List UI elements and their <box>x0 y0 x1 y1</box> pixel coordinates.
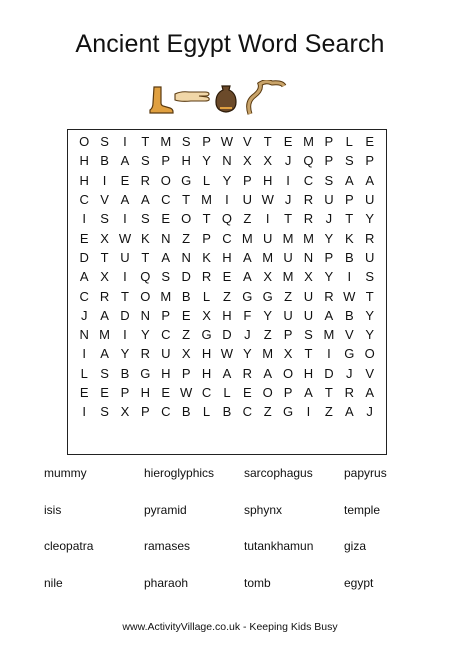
grid-letter[interactable]: R <box>303 192 314 208</box>
grid-letter[interactable]: Z <box>263 327 272 343</box>
grid-letter[interactable]: M <box>282 230 294 246</box>
grid-letter[interactable]: I <box>82 346 86 362</box>
grid-letter[interactable]: J <box>80 307 88 323</box>
grid-letter[interactable]: T <box>141 134 150 150</box>
grid-letter[interactable]: H <box>161 365 171 381</box>
grid-letter[interactable]: E <box>283 134 293 150</box>
grid-letter[interactable]: V <box>100 192 109 208</box>
grid-letter[interactable]: S <box>181 134 191 150</box>
grid-letter[interactable]: C <box>161 404 171 420</box>
grid-letter[interactable]: H <box>303 365 314 381</box>
grid-letter[interactable]: B <box>344 249 354 265</box>
word-list-item: nile <box>44 575 63 590</box>
grid-letter[interactable]: P <box>161 153 171 169</box>
word-list <box>44 458 444 598</box>
grid-letter[interactable]: X <box>100 269 109 285</box>
grid-letter[interactable]: Y <box>365 307 374 323</box>
grid-letter[interactable]: Q <box>303 153 314 169</box>
grid-letter[interactable]: M <box>303 134 314 150</box>
grid-letter[interactable]: H <box>79 172 89 188</box>
grid-letter[interactable]: P <box>324 153 334 169</box>
grid-letter[interactable]: W <box>343 288 356 304</box>
grid-letter[interactable]: P <box>283 385 293 400</box>
grid-letter[interactable]: O <box>283 365 294 381</box>
grid-letter[interactable]: J <box>284 153 292 169</box>
grid-letter[interactable]: M <box>160 134 172 150</box>
grid-letter[interactable]: I <box>347 269 352 285</box>
grid-letter[interactable]: I <box>265 211 270 227</box>
grid-letter[interactable]: S <box>100 134 109 150</box>
grid-letter[interactable]: R <box>303 211 314 227</box>
grid-letter[interactable]: J <box>244 327 251 343</box>
grid-letter[interactable]: T <box>365 288 374 304</box>
grid-letter[interactable]: O <box>160 172 171 188</box>
grid-letter[interactable]: E <box>161 385 171 400</box>
grid-letter[interactable]: R <box>201 269 212 285</box>
grid-letter[interactable]: E <box>242 385 252 400</box>
grid-letter[interactable]: M <box>241 230 253 246</box>
grid-letter[interactable]: W <box>261 192 274 208</box>
word-list-item: egypt <box>344 575 374 590</box>
grid-letter[interactable]: H <box>263 172 273 188</box>
grid-letter[interactable]: G <box>283 404 294 420</box>
grid-letter[interactable]: S <box>365 269 374 285</box>
grid-letter[interactable]: S <box>161 269 171 285</box>
grid-letter[interactable]: P <box>242 172 252 188</box>
grid-letter[interactable]: X <box>263 269 273 285</box>
grid-letter[interactable]: C <box>161 327 171 343</box>
grid-letter[interactable]: M <box>201 192 212 208</box>
grid-letter[interactable]: T <box>202 211 211 227</box>
grid-letter[interactable]: H <box>201 346 212 362</box>
grid-letter[interactable]: L <box>223 385 231 400</box>
grid-letter[interactable]: E <box>222 269 232 285</box>
grid-letter[interactable]: U <box>283 249 293 265</box>
grid-letter[interactable]: Y <box>120 346 130 362</box>
grid-letter[interactable]: E <box>79 230 89 246</box>
grid-letter[interactable]: I <box>225 192 229 208</box>
grid-letter[interactable]: X <box>263 153 273 169</box>
grid-letter[interactable]: A <box>344 172 354 188</box>
grid-letter[interactable]: L <box>345 134 353 150</box>
grid-letter[interactable]: P <box>120 385 130 400</box>
grid-letter[interactable]: P <box>344 192 354 208</box>
grid-letter[interactable]: V <box>344 327 354 343</box>
grid-letter[interactable]: H <box>181 153 191 169</box>
grid-letter[interactable]: X <box>202 307 211 323</box>
grid-letter[interactable]: A <box>324 307 334 323</box>
grid-letter[interactable]: Y <box>365 327 374 343</box>
grid-letter[interactable]: S <box>344 153 354 169</box>
grid-letter[interactable]: A <box>79 269 89 285</box>
grid-letter[interactable]: P <box>324 249 334 265</box>
grid-letter[interactable]: W <box>220 346 234 362</box>
grid-letter[interactable]: H <box>201 365 212 381</box>
grid-letter[interactable]: P <box>161 307 171 323</box>
word-list-item: papyrus <box>344 466 387 480</box>
grid-letter[interactable]: S <box>100 211 109 227</box>
grid-letter[interactable]: S <box>141 153 150 169</box>
grid-letter[interactable]: M <box>262 249 274 265</box>
grid-letter[interactable]: A <box>344 404 354 420</box>
grid-letter[interactable]: X <box>304 269 313 285</box>
grid-letter[interactable]: E <box>120 172 130 188</box>
grid-letter[interactable]: M <box>262 346 274 362</box>
grid-letter[interactable]: X <box>283 346 293 362</box>
grid-letter[interactable]: P <box>141 404 150 420</box>
word-list-item: isis <box>44 502 62 517</box>
grid-letter[interactable]: O <box>79 134 90 150</box>
grid-letter[interactable]: P <box>202 230 211 246</box>
grid-letter[interactable]: P <box>324 134 334 150</box>
grid-letter[interactable]: Y <box>324 230 334 246</box>
grid-letter[interactable]: P <box>181 365 191 381</box>
grid-letter[interactable]: G <box>201 327 212 343</box>
grid-letter[interactable]: A <box>100 346 109 362</box>
grid-letter[interactable]: G <box>242 288 253 304</box>
grid-letter[interactable]: Y <box>202 153 211 169</box>
grid-letter[interactable]: N <box>79 327 89 343</box>
grid-letter[interactable]: U <box>303 288 314 304</box>
grid-letter[interactable]: S <box>141 211 150 227</box>
grid-letter[interactable]: C <box>161 192 171 208</box>
grid-letter[interactable]: Y <box>365 211 374 227</box>
word-list-item: hieroglyphics <box>144 466 215 480</box>
grid-letter[interactable]: L <box>202 404 211 420</box>
grid-letter[interactable]: N <box>161 230 171 246</box>
grid-letter[interactable]: X <box>181 346 191 362</box>
grid-letter[interactable]: B <box>222 404 232 420</box>
grid-letter[interactable]: C <box>222 230 232 246</box>
word-list-item: pyramid <box>144 502 187 517</box>
grid-letter[interactable]: Q <box>221 211 232 227</box>
grid-letter[interactable]: M <box>160 288 172 304</box>
word-list-item: sphynx <box>244 502 283 517</box>
grid-letter[interactable]: I <box>327 346 331 362</box>
grid-letter[interactable]: G <box>344 346 355 362</box>
grid-letter[interactable]: Q <box>140 269 151 285</box>
grid-letter[interactable]: A <box>161 249 171 265</box>
word-list-item: cleopatra <box>44 539 94 553</box>
grid-letter[interactable]: T <box>284 211 293 227</box>
grid-letter[interactable]: E <box>100 385 109 400</box>
grid-letter[interactable]: D <box>222 327 232 343</box>
grid-letter[interactable]: I <box>123 269 127 285</box>
grid-letter[interactable]: K <box>344 230 354 246</box>
grid-letter[interactable]: J <box>325 211 333 227</box>
grid-letter[interactable]: M <box>282 269 294 285</box>
grid-letter[interactable]: R <box>242 365 253 381</box>
grid-letter[interactable]: E <box>365 134 374 150</box>
word-list-item: giza <box>344 539 367 553</box>
grid-letter[interactable]: Y <box>141 327 150 343</box>
grid-letter[interactable]: A <box>365 385 374 400</box>
grid-letter[interactable]: A <box>141 192 150 208</box>
grid-letter[interactable]: T <box>182 192 191 208</box>
hand-hieroglyph-icon <box>173 88 213 106</box>
grid-letter[interactable]: A <box>242 269 252 285</box>
grid-letter[interactable]: K <box>202 249 211 265</box>
grid-letter[interactable]: Z <box>222 288 231 304</box>
grid-letter[interactable]: Z <box>263 404 272 420</box>
grid-letter[interactable]: E <box>79 385 89 400</box>
grid-letter[interactable]: A <box>304 385 313 400</box>
grid-letter[interactable]: R <box>324 288 334 304</box>
grid-letter[interactable]: U <box>242 192 253 208</box>
grid-letter[interactable]: W <box>220 134 234 150</box>
grid-letter[interactable]: U <box>303 307 314 323</box>
grid-letter[interactable]: H <box>79 153 89 169</box>
grid-letter[interactable]: L <box>202 288 211 304</box>
grid-letter[interactable]: M <box>323 327 335 343</box>
grid-letter[interactable]: C <box>303 172 314 188</box>
grid-letter[interactable]: Y <box>242 346 252 362</box>
grid-letter[interactable]: D <box>120 307 130 323</box>
grid-letter[interactable]: O <box>262 385 273 400</box>
word-list-item: pharaoh <box>144 575 189 590</box>
grid-letter[interactable]: X <box>100 230 109 246</box>
grid-letter[interactable]: O <box>364 346 375 362</box>
grid-letter[interactable]: P <box>202 134 211 150</box>
grid-letter[interactable]: D <box>324 365 334 381</box>
grid-letter[interactable]: U <box>364 192 375 208</box>
grid-letter[interactable]: T <box>324 385 333 400</box>
grid-letter[interactable]: T <box>263 134 272 150</box>
grid-letter[interactable]: Z <box>324 404 333 420</box>
grid-letter[interactable]: X <box>242 153 252 169</box>
grid-letter[interactable]: M <box>303 230 314 246</box>
grid-letter[interactable]: O <box>140 288 151 304</box>
grid-letter[interactable]: L <box>80 365 88 381</box>
word-search-grid[interactable] <box>74 132 380 454</box>
grid-letter[interactable]: R <box>140 346 151 362</box>
grid-letter[interactable]: N <box>181 249 191 265</box>
grid-letter[interactable]: R <box>99 288 110 304</box>
grid-letter[interactable]: I <box>123 327 127 343</box>
grid-letter[interactable]: R <box>344 385 354 400</box>
grid-letter[interactable]: Y <box>263 307 273 323</box>
grid-letter[interactable]: I <box>82 211 86 227</box>
grid-letter[interactable]: Z <box>182 230 191 246</box>
grid-letter[interactable]: E <box>181 307 191 323</box>
grid-letter[interactable]: J <box>284 192 292 208</box>
grid-letter[interactable]: B <box>120 365 130 381</box>
grid-letter[interactable]: H <box>222 307 232 323</box>
grid-letter[interactable]: C <box>201 385 212 400</box>
grid-letter[interactable]: R <box>364 230 375 246</box>
grid-letter[interactable]: O <box>181 211 192 227</box>
grid-letter[interactable]: S <box>100 404 109 420</box>
grid-letter[interactable]: H <box>140 385 151 400</box>
grid-letter[interactable]: A <box>120 192 130 208</box>
word-list-item: tomb <box>244 575 271 590</box>
grid-letter[interactable]: K <box>141 230 150 246</box>
grid-letter[interactable]: J <box>346 365 353 381</box>
grid-letter[interactable]: B <box>344 307 354 323</box>
word-list-item: tutankhamun <box>244 539 314 553</box>
grid-letter[interactable]: A <box>100 307 109 323</box>
grid-letter[interactable]: U <box>283 307 293 323</box>
grid-letter[interactable]: P <box>365 153 374 169</box>
grid-letter[interactable]: T <box>141 249 150 265</box>
grid-letter[interactable]: E <box>161 211 171 227</box>
grid-letter[interactable]: V <box>365 365 374 381</box>
grid-letter[interactable]: I <box>102 172 107 188</box>
grid-letter[interactable]: G <box>140 365 151 381</box>
grid-letter[interactable]: N <box>222 153 232 169</box>
grid-letter[interactable]: T <box>121 288 129 304</box>
grid-letter[interactable]: Y <box>324 269 334 285</box>
grid-letter[interactable]: S <box>304 327 313 343</box>
grid-letter[interactable]: D <box>181 269 191 285</box>
footer-credit: www.ActivityVillage.co.uk - Keeping Kids Busy <box>122 621 338 633</box>
grid-letter[interactable]: W <box>180 385 193 400</box>
grid-letter[interactable]: N <box>303 249 314 265</box>
grid-letter[interactable]: T <box>304 346 313 362</box>
grid-letter[interactable]: I <box>286 172 290 188</box>
grid-letter[interactable]: U <box>364 249 375 265</box>
word-list-item: sarcophagus <box>244 466 313 480</box>
grid-letter[interactable]: V <box>242 134 252 150</box>
grid-letter[interactable]: F <box>243 307 252 323</box>
grid-letter[interactable]: J <box>366 404 373 420</box>
grid-letter[interactable]: I <box>123 211 127 227</box>
grid-letter[interactable]: B <box>100 153 109 169</box>
grid-letter[interactable]: X <box>120 404 130 420</box>
grid-letter[interactable]: Z <box>284 288 293 304</box>
boot-hieroglyph-icon <box>148 86 174 114</box>
grid-letter[interactable]: D <box>79 249 89 265</box>
grid-letter[interactable]: R <box>140 172 151 188</box>
grid-letter[interactable]: C <box>79 288 89 304</box>
grid-letter[interactable]: C <box>79 192 89 208</box>
page-title: Ancient Egypt Word Search <box>75 30 385 58</box>
grid-letter[interactable]: U <box>263 230 273 246</box>
grid-letter[interactable]: A <box>365 172 374 188</box>
grid-letter[interactable]: C <box>242 404 253 420</box>
grid-letter[interactable]: I <box>123 134 127 150</box>
grid-letter[interactable]: L <box>202 172 211 188</box>
word-list-item: temple <box>344 502 381 517</box>
grid-letter[interactable]: A <box>242 249 252 265</box>
grid-letter[interactable]: I <box>306 404 311 420</box>
word-list-item: mummy <box>44 466 87 480</box>
grid-letter[interactable]: S <box>324 172 334 188</box>
grid-letter[interactable]: S <box>100 365 109 381</box>
grid-letter[interactable]: U <box>120 249 130 265</box>
grid-letter[interactable]: A <box>222 365 232 381</box>
grid-letter[interactable]: T <box>345 211 354 227</box>
grid-letter[interactable]: U <box>161 346 171 362</box>
pot-hieroglyph-icon <box>214 84 238 114</box>
grid-letter[interactable]: U <box>324 192 334 208</box>
grid-letter[interactable]: B <box>181 404 191 420</box>
grid-letter[interactable]: Z <box>243 211 252 227</box>
grid-letter[interactable]: Z <box>182 327 191 343</box>
grid-letter[interactable]: A <box>263 365 273 381</box>
cobra-hieroglyph-icon <box>242 80 288 116</box>
grid-letter[interactable]: G <box>181 172 192 188</box>
grid-letter[interactable]: A <box>120 153 130 169</box>
grid-letter[interactable]: G <box>262 288 273 304</box>
grid-letter[interactable]: Y <box>222 172 232 188</box>
grid-letter[interactable]: N <box>140 307 151 323</box>
grid-letter[interactable]: H <box>222 249 232 265</box>
hieroglyph-row <box>146 80 296 116</box>
grid-letter[interactable]: W <box>118 230 132 246</box>
grid-letter[interactable]: P <box>283 327 293 343</box>
grid-letter[interactable]: B <box>181 288 191 304</box>
grid-letter[interactable]: I <box>82 404 86 420</box>
grid-letter[interactable]: M <box>99 327 110 343</box>
word-list-item: ramases <box>144 539 191 553</box>
grid-letter[interactable]: T <box>100 249 109 265</box>
